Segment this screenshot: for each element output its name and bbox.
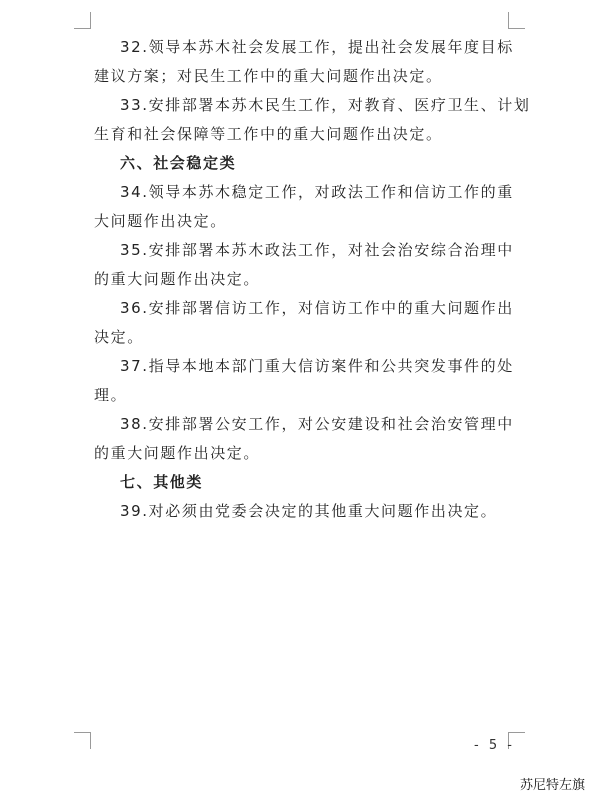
paragraph-line: 的重大问题作出决定。 xyxy=(94,444,261,462)
paragraph-line: 决定。 xyxy=(94,328,144,346)
paragraph-line: 的重大问题作出决定。 xyxy=(94,270,261,288)
document-body xyxy=(94,33,531,526)
crop-mark-top-left xyxy=(74,12,91,29)
section-heading: 六、社会稳定类 xyxy=(120,154,237,172)
paragraph-line: 37.指导本地本部门重大信访案件和公共突发事件的处 xyxy=(120,357,514,375)
paragraph-line: 理。 xyxy=(94,386,128,404)
paragraph-line: 36.安排部署信访工作，对信访工作中的重大问题作出 xyxy=(120,299,514,317)
paragraph-line: 39.对必须由党委会决定的其他重大问题作出决定。 xyxy=(120,502,498,520)
paragraph-line: 33.安排部署本苏木民生工作，对教育、医疗卫生、计划 xyxy=(120,96,531,114)
page-number: - 5 - xyxy=(474,738,515,753)
crop-mark-top-right xyxy=(508,12,525,29)
watermark-label: 苏尼特左旗 xyxy=(520,778,586,793)
paragraph-line: 32.领导本苏木社会发展工作，提出社会发展年度目标 xyxy=(120,38,514,56)
paragraph-line: 建议方案；对民生工作中的重大问题作出决定。 xyxy=(94,67,443,85)
paragraph-line: 生育和社会保障等工作中的重大问题作出决定。 xyxy=(94,125,443,143)
paragraph-line: 35.安排部署本苏木政法工作，对社会治安综合治理中 xyxy=(120,241,514,259)
paragraph-line: 大问题作出决定。 xyxy=(94,212,227,230)
paragraph-line: 34.领导本苏木稳定工作，对政法工作和信访工作的重 xyxy=(120,183,514,201)
crop-mark-bottom-left xyxy=(74,732,91,749)
section-heading: 七、其他类 xyxy=(120,473,204,491)
paragraph-line: 38.安排部署公安工作，对公安建设和社会治安管理中 xyxy=(120,415,514,433)
